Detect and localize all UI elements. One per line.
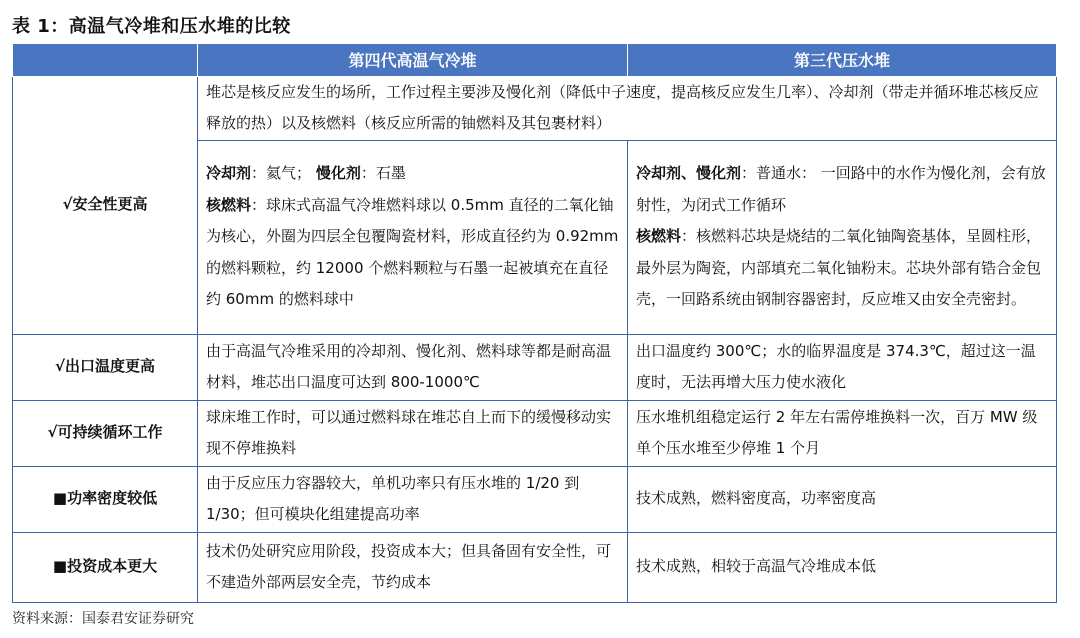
htgr-fuel-value: 球床式高温气冷堆燃料球以 0.5mm 直径的二氧化铀为核心，外圈为四层全包覆陶瓷材料，形成直径约为 0.92mm 的燃料颗粒，约 12000 个燃料颗粒与石墨一起被填充在直径约 60mm 的燃料球中 [206,195,619,309]
pwr-fuel-text [636,221,1048,316]
continuous-htgr-cell: 球床堆工作时，可以通过燃料球在堆芯自上而下的缓慢移动实现不停堆换料 [198,400,628,466]
row-label-power-density: ■功率密度较低 [13,466,198,532]
htgr-coolant-line [206,158,619,190]
pwr-fuel-sep: ： [681,227,697,246]
pwr-coolant-moderator-sep: ： [741,164,757,183]
power-density-pwr-cell: 技术成熟，燃料密度高，功率密度高 [628,466,1057,532]
safety-pwr-cell [628,140,1057,334]
htgr-moderator-label: 慢化剂 [315,164,361,183]
htgr-fuel-text [206,190,619,316]
row-label-cost: ■投资成本更大 [13,532,198,602]
htgr-moderator-sep: ： [360,164,376,183]
pwr-coolant-moderator-value: 普通水： 一回路中的水作为慢化剂，会有放射性，为闭式工作循环 [636,164,1046,214]
temperature-htgr-cell: 由于高温气冷堆采用的冷却剂、慢化剂、燃料球等都是耐高温材料，堆芯出口温度可达到 800-1000℃ [198,334,628,400]
htgr-coolant-label: 冷却剂 [206,164,252,183]
header-htgr: 第四代高温气冷堆 [198,44,628,76]
header-pwr: 第三代压水堆 [628,44,1057,76]
htgr-moderator-value: 石墨 [375,164,406,183]
htgr-fuel-label: 核燃料 [206,195,252,214]
pwr-coolant-moderator-text [636,158,1048,221]
safety-common-text: 堆芯是核反应发生的场所，工作过程主要涉及慢化剂（降低中子速度，提高核反应发生几率）、冷却剂（带走并循环堆芯核反应释放的热）以及核燃料（核反应所需的铀燃料及其包裹材料） [198,76,1057,140]
table-row-cost [13,532,1057,602]
source-note: 资料来源：国泰君安证券研究 [12,611,194,627]
cost-htgr-cell: 技术仍处研究应用阶段，投资成本大；但具备固有安全性，可不建造外部两层安全壳，节约成本 [198,532,628,602]
row-label-continuous: √可持续循环工作 [13,400,198,466]
htgr-coolant-value: 氦气； [266,164,312,183]
htgr-coolant-sep: ： [251,164,267,183]
safety-htgr-cell [198,140,628,334]
comparison-table [12,44,1057,603]
pwr-fuel-label: 核燃料 [636,227,682,246]
pwr-coolant-moderator-label: 冷却剂、慢化剂 [636,164,742,183]
continuous-pwr-cell: 压水堆机组稳定运行 2 年左右需停堆换料一次，百万 MW 级单个压水堆至少停堆 1 个月 [628,400,1057,466]
row-label-safety: √安全性更高 [13,76,198,334]
table-row-continuous [13,400,1057,466]
pwr-fuel-value: 核燃料芯块是烧结的二氧化铀陶瓷基体，呈圆柱形，最外层为陶瓷，内部填充二氧化铀粉末。芯块外部有锆合金包壳，一回路系统由钢制容器密封，反应堆又由安全壳密封。 [636,227,1042,309]
htgr-fuel-sep: ： [251,195,267,214]
table-header-row [13,44,1057,76]
table-row-power-density [13,466,1057,532]
header-blank [13,44,198,76]
temperature-pwr-cell: 出口温度约 300℃；水的临界温度是 374.3℃，超过这一温度时，无法再增大压力使水液化 [628,334,1057,400]
table-title: 表 1：高温气冷堆和压水堆的比较 [12,16,291,37]
row-label-temperature: √出口温度更高 [13,334,198,400]
table-row-safety-common [13,76,1057,140]
table-row-temperature [13,334,1057,400]
cost-pwr-cell: 技术成熟，相较于高温气冷堆成本低 [628,532,1057,602]
power-density-htgr-cell: 由于反应压力容器较大，单机功率只有压水堆的 1/20 到 1/30；但可模块化组建提高功率 [198,466,628,532]
